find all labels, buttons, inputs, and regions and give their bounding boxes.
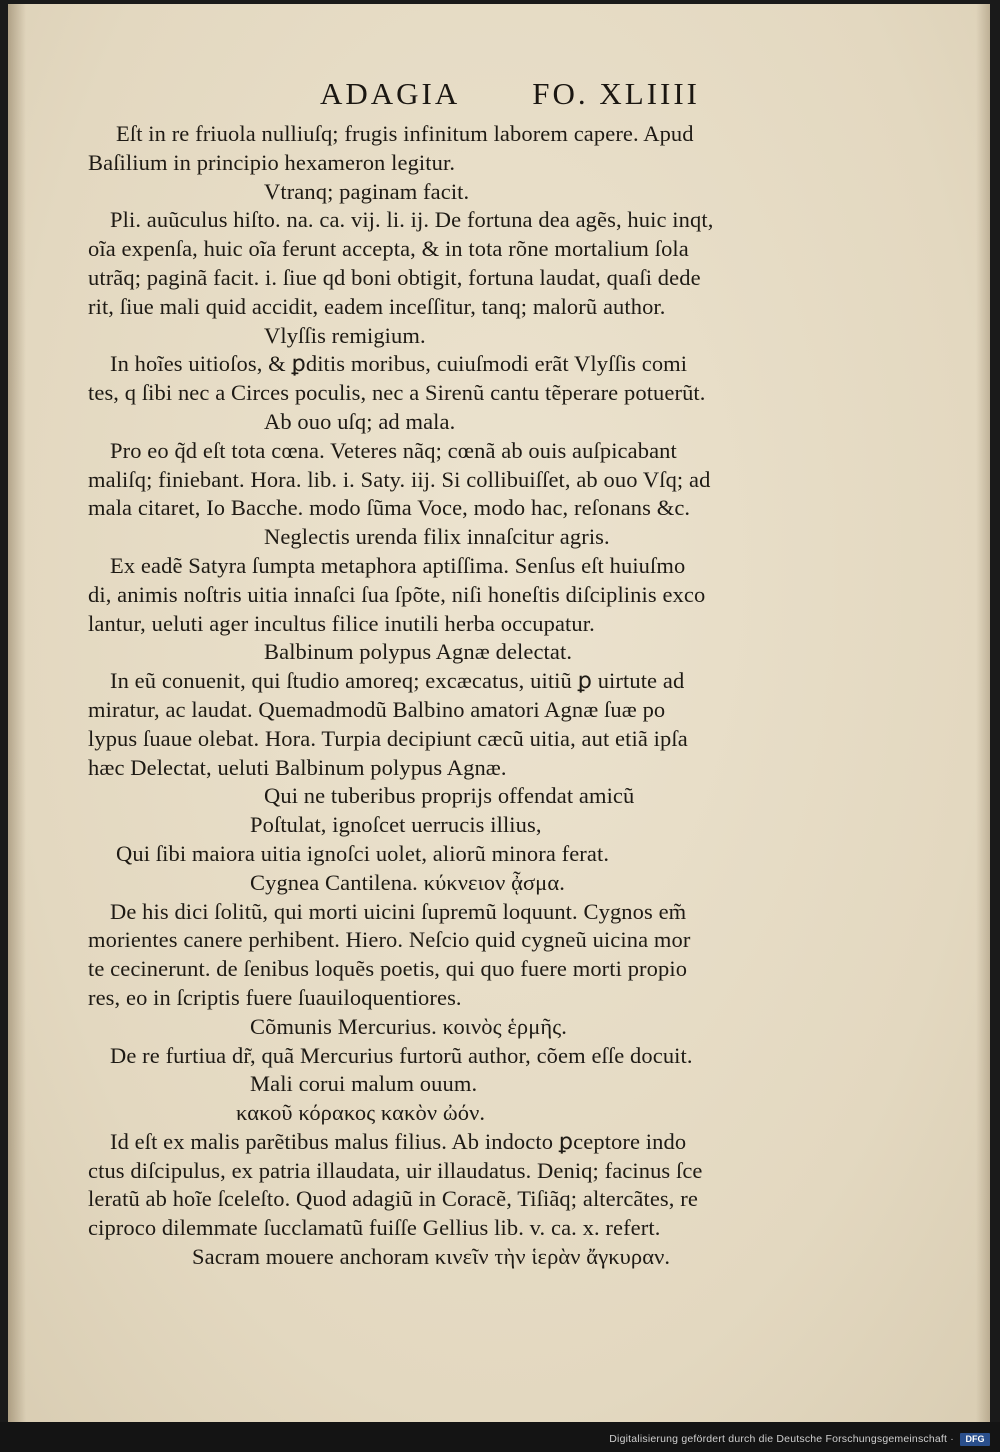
text-line: ctus diſcipulus, ex patria illaudata, uir illaudatus. Deniq; facinus ſce xyxy=(88,1157,703,1183)
folio-number: FO. XLIIII xyxy=(532,76,700,111)
text-line: In hoĩes uitioſos, & ꝑditis moribus, cuiuſmodi erãt Vlyſſis comi xyxy=(110,351,688,377)
text-line: mala citaret, Io Bacche. modo ſũma Voce, modo hac, reſonans &c. xyxy=(88,495,691,521)
text-line: tes, q ſibi nec a Circes poculis, nec a Sirenũ cantu tẽperare potuerũt. xyxy=(88,380,706,406)
text-line: Cõmunis Mercurius. κοινὸς ἑρμῆς. xyxy=(250,1013,567,1039)
text-line: rit, ſiue mali quid accidit, eadem inceſſitur, tanq; malorũ author. xyxy=(88,293,666,319)
text-line: utrãq; paginã facit. i. ſiue qd boni obtigit, fortuna laudat, quaſi dede xyxy=(88,264,701,290)
page-edge-shadow xyxy=(976,4,990,1422)
text-line: Id eſt ex malis parẽtibus malus filius. Ab indocto ꝑceptore indo xyxy=(110,1128,687,1154)
text-line: Ab ouo uſq; ad mala. xyxy=(264,408,456,434)
text-line: lypus ſuaue olebat. Hora. Turpia decipiunt cæcũ uitia, aut etiã ipſa xyxy=(88,725,688,751)
book-page xyxy=(8,4,990,1422)
text-line: Eſt in re friuola nulliuſq; frugis infinitum laborem capere. Apud xyxy=(116,121,694,146)
text-line: maliſq; finiebant. Hora. lib. i. Saty. iij. Si collibuiſſet, ab ouo Vſq; ad xyxy=(88,466,711,492)
text-line: ciproco dilemmate ſucclamatũ fuiſſe Gellius lib. v. ca. x. refert. xyxy=(88,1215,661,1241)
text-line: In eũ conuenit, qui ſtudio amoreq; excæcatus, uitiũ ꝑ uirtute ad xyxy=(110,668,685,694)
text-line: hæc Delectat, ueluti Balbinum polypus Agnæ. xyxy=(88,754,507,780)
text-line: Qui ſibi maiora uitia ignoſci uolet, aliorũ minora ferat. xyxy=(116,840,610,866)
text-line: Neglectis urenda filix innaſcitur agris. xyxy=(264,524,610,550)
text-line: Cygnea Cantilena. κύκνειον ᾆσμα. xyxy=(250,869,565,895)
text-line: Balbinum polypus Agnæ delectat. xyxy=(264,639,573,665)
text-line: Baſilium in principio hexameron legitur. xyxy=(88,149,456,175)
text-line: Vlyſſis remigium. xyxy=(264,322,426,348)
text-line: miratur, ac laudat. Quemadmodũ Balbino amatori Agnæ ſuæ po xyxy=(88,696,666,722)
text-line: Mali corui malum ouum. xyxy=(250,1071,478,1097)
text-line: lantur, ueluti ager incultus filice inutili herba occupatur. xyxy=(88,610,595,636)
funding-notice: Digitalisierung gefördert durch die Deutsche Forschungsgemeinschaft · xyxy=(609,1433,954,1445)
text-line: leratũ ab hoĩe ſceleſto. Quod adagiũ in Coracẽ, Tiſiãq; altercãtes, re xyxy=(88,1186,698,1212)
text-line: res, eo in ſcriptis fuere ſuauiloquentiores. xyxy=(88,984,462,1010)
dfg-logo: DFG xyxy=(960,1433,990,1446)
text-line: De re furtiua dr̃, quã Mercurius furtorũ author, cõem eſſe docuit. xyxy=(110,1042,693,1068)
text-line: Vtranq; paginam facit. xyxy=(264,178,470,204)
page-gutter-shadow xyxy=(8,4,26,1422)
text-line: Pli. auũculus hiſto. na. ca. vij. li. ij. De fortuna dea agẽs, huic inqt, xyxy=(110,207,714,233)
text-line: Sacram mouere anchoram κινεῖν τὴν ἱερὰν ἄγκυραν. xyxy=(192,1244,671,1270)
text-line: De his dici ſolitũ, qui morti uicini ſupremũ loquunt. Cygnos em̃ xyxy=(110,898,687,924)
footer-bar xyxy=(0,1422,1000,1452)
text-line: Poſtulat, ignoſcet uerrucis illius, xyxy=(250,812,542,838)
text-line: Ex eadẽ Satyra ſumpta metaphora aptiſſima. Senſus eſt huiuſmo xyxy=(110,552,686,578)
running-header xyxy=(320,76,700,116)
text-line: oĩa expenſa, huic oĩa ferunt accepta, & in tota rõne mortalium ſola xyxy=(88,236,689,262)
text-line: κακοῦ κόρακος κακὸν ὠόν. xyxy=(236,1100,486,1126)
text-line: Qui ne tuberibus proprijs offendat amicũ xyxy=(264,783,635,809)
text-line: di, animis noſtris uitia innaſci ſua ſpõte, niſi honeſtis diſciplinis exco xyxy=(88,581,706,607)
running-title: ADAGIA xyxy=(320,76,461,111)
text-line: te cecinerunt. de ſenibus loquẽs poetis, qui quo fuere morti propio xyxy=(88,956,688,982)
text-line: morientes canere perhibent. Hiero. Neſcio quid cygneũ uicina mor xyxy=(88,927,691,953)
body-text xyxy=(88,120,788,1272)
text-line: Pro eo q̃d eſt tota cœna. Veteres nãq; cœnã ab ouis auſpicabant xyxy=(110,437,677,463)
